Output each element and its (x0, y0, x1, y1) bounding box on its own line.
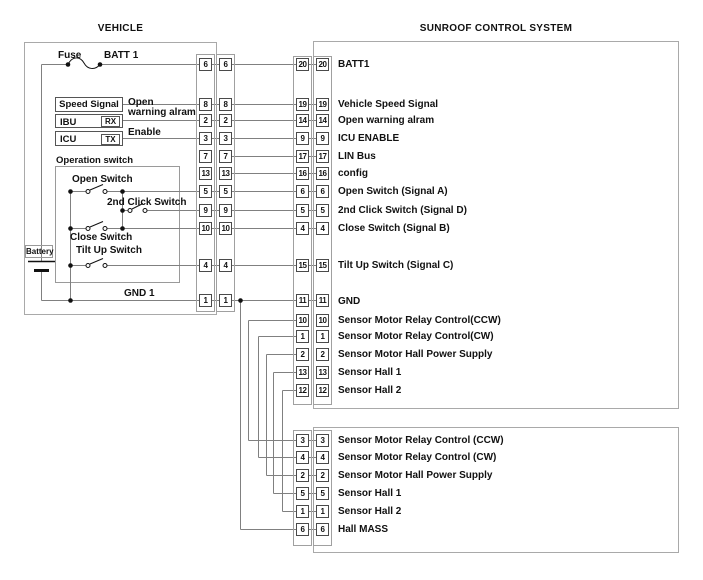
sunroof-pin: 11 (316, 294, 329, 307)
sunroof-pin: 12 (316, 384, 329, 397)
vehicle-pin: 2 (199, 114, 212, 127)
vehicle-pin: 4 (219, 259, 232, 272)
sunroof-pin: 14 (316, 114, 329, 127)
vehicle-pin: 5 (219, 185, 232, 198)
sunroof-pin: 2 (316, 348, 329, 361)
pin-function-label: Open warning alram (338, 115, 435, 126)
vehicle-pin: 6 (219, 58, 232, 71)
pin-function-label: config (338, 168, 368, 179)
sunroof-pin: 20 (316, 58, 329, 71)
pin-function-label: 2nd Click Switch (Signal D) (338, 205, 467, 216)
pin-function-label: GND (338, 296, 361, 307)
vehicle-pin: 13 (219, 167, 232, 180)
vehicle-pin: 1 (199, 294, 212, 307)
sunroof-pin: 15 (316, 259, 329, 272)
vehicle-pin: 10 (199, 222, 212, 235)
sunroof-lower-pin: 4 (296, 451, 309, 464)
ibu-box (55, 114, 123, 128)
sunroof-lower-pin: 1 (316, 505, 329, 518)
ibu-label: IBU (60, 117, 77, 128)
pin-function-label: Open Switch (Signal A) (338, 186, 448, 197)
sunroof-lower-pin: 3 (296, 434, 309, 447)
pin-function-label: Vehicle Speed Signal (338, 99, 439, 110)
sunroof-pin: 20 (296, 58, 309, 71)
pin-function-label: Sensor Motor Hall Power Supply (338, 470, 493, 481)
sunroof-pin: 9 (296, 132, 309, 145)
tx-tag: TX (101, 134, 120, 145)
sunroof-pin: 9 (316, 132, 329, 145)
pin-function-label: BATT1 (338, 59, 370, 70)
second-click-switch-label: 2nd Click Switch (107, 197, 187, 208)
sunroof-lower-pin: 5 (316, 487, 329, 500)
sunroof-pin: 4 (316, 222, 329, 235)
pin-function-label: LIN Bus (338, 151, 376, 162)
sunroof-pin: 1 (296, 330, 309, 343)
vehicle-pin: 9 (219, 204, 232, 217)
pin-function-label: Sensor Motor Hall Power Supply (338, 349, 493, 360)
vehicle-pin: 13 (199, 167, 212, 180)
open-switch-label: Open Switch (72, 174, 133, 185)
sunroof-pin: 14 (296, 114, 309, 127)
pin-function-label: Sensor Hall 2 (338, 385, 402, 396)
vehicle-pin: 8 (199, 98, 212, 111)
vehicle-pin: 10 (219, 222, 232, 235)
vehicle-pin: 7 (219, 150, 232, 163)
open-warning-line2: warning alram (128, 106, 196, 118)
open-warning-line1: Open (128, 97, 154, 108)
icu-box (55, 131, 123, 146)
sunroof-pin: 13 (296, 366, 309, 379)
vehicle-pin: 2 (219, 114, 232, 127)
open-warning-wire-label (128, 98, 196, 117)
sunroof-pin: 17 (296, 150, 309, 163)
vehicle-pin: 7 (199, 150, 212, 163)
vehicle-pin: 4 (199, 259, 212, 272)
pin-function-label: Sensor Hall 1 (338, 367, 402, 378)
vehicle-pin: 5 (199, 185, 212, 198)
tilt-up-switch-icon (86, 259, 107, 268)
open-switch-icon (86, 185, 107, 194)
pin-function-label: Sensor Hall 1 (338, 488, 402, 499)
pin-function-label: Sensor Motor Relay Control(CW) (338, 331, 494, 342)
sunroof-lower-pin: 2 (296, 469, 309, 482)
vehicle-pin: 1 (219, 294, 232, 307)
sunroof-pin: 19 (296, 98, 309, 111)
sunroof-pin: 2 (296, 348, 309, 361)
pin-function-label: Hall MASS (338, 524, 389, 535)
pin-function-label: Sensor Motor Relay Control (CW) (338, 452, 497, 463)
fuse-label: Fuse (58, 50, 82, 61)
vehicle-pin: 3 (219, 132, 232, 145)
vehicle-pin: 8 (219, 98, 232, 111)
sunroof-pin: 10 (296, 314, 309, 327)
sunroof-pin: 17 (316, 150, 329, 163)
sunroof-pin: 12 (296, 384, 309, 397)
sunroof-pin: 10 (316, 314, 329, 327)
pin-function-label: Close Switch (Signal B) (338, 223, 450, 234)
sunroof-lower-pin: 4 (316, 451, 329, 464)
sunroof-pin: 13 (316, 366, 329, 379)
vehicle-connector-strip-a (196, 54, 215, 312)
vehicle-connector-strip-b (216, 54, 235, 312)
pin-function-label: Sensor Hall 2 (338, 506, 402, 517)
sunroof-pin: 6 (296, 185, 309, 198)
pin-function-label: Sensor Motor Relay Control(CCW) (338, 315, 501, 326)
sunroof-pin: 15 (296, 259, 309, 272)
batt1-label: BATT 1 (104, 50, 139, 61)
sunroof-lower-pin: 3 (316, 434, 329, 447)
sunroof-lower-pin: 2 (316, 469, 329, 482)
sunroof-pin: 5 (296, 204, 309, 217)
sunroof-lower-pin: 6 (296, 523, 309, 536)
operation-switch-label: Operation switch (56, 155, 134, 166)
speed-signal-box (55, 97, 123, 112)
sunroof-title: SUNROOF CONTROL SYSTEM (419, 23, 573, 34)
sunroof-pin: 5 (316, 204, 329, 217)
battery-icon (28, 262, 55, 271)
sunroof-pin: 11 (296, 294, 309, 307)
pin-function-label: Sensor Motor Relay Control (CCW) (338, 435, 504, 446)
sunroof-lower-pin: 6 (316, 523, 329, 536)
sunroof-pin: 6 (316, 185, 329, 198)
gnd1-label: GND 1 (124, 288, 155, 299)
pin-function-label: ICU ENABLE (338, 133, 400, 144)
sunroof-lower-pin: 5 (296, 487, 309, 500)
sunroof-pin: 19 (316, 98, 329, 111)
battery-label: Battery (26, 247, 54, 256)
sunroof-pin: 4 (296, 222, 309, 235)
sunroof-pin: 16 (316, 167, 329, 180)
tilt-up-switch-label: Tilt Up Switch (76, 245, 142, 256)
rx-tag: RX (101, 116, 120, 127)
vehicle-pin: 3 (199, 132, 212, 145)
vehicle-pin: 6 (199, 58, 212, 71)
vehicle-title: VEHICLE (97, 23, 144, 34)
sunroof-pin: 1 (316, 330, 329, 343)
sunroof-pin: 16 (296, 167, 309, 180)
close-switch-label: Close Switch (70, 232, 133, 243)
enable-wire-label: Enable (128, 127, 161, 138)
vehicle-pin: 9 (199, 204, 212, 217)
icu-label: ICU (60, 134, 77, 145)
sunroof-lower-pin: 1 (296, 505, 309, 518)
pin-function-label: Tilt Up Switch (Signal C) (338, 260, 454, 271)
close-switch-icon (86, 222, 107, 231)
speed-signal-label: Speed Signal (59, 99, 119, 110)
